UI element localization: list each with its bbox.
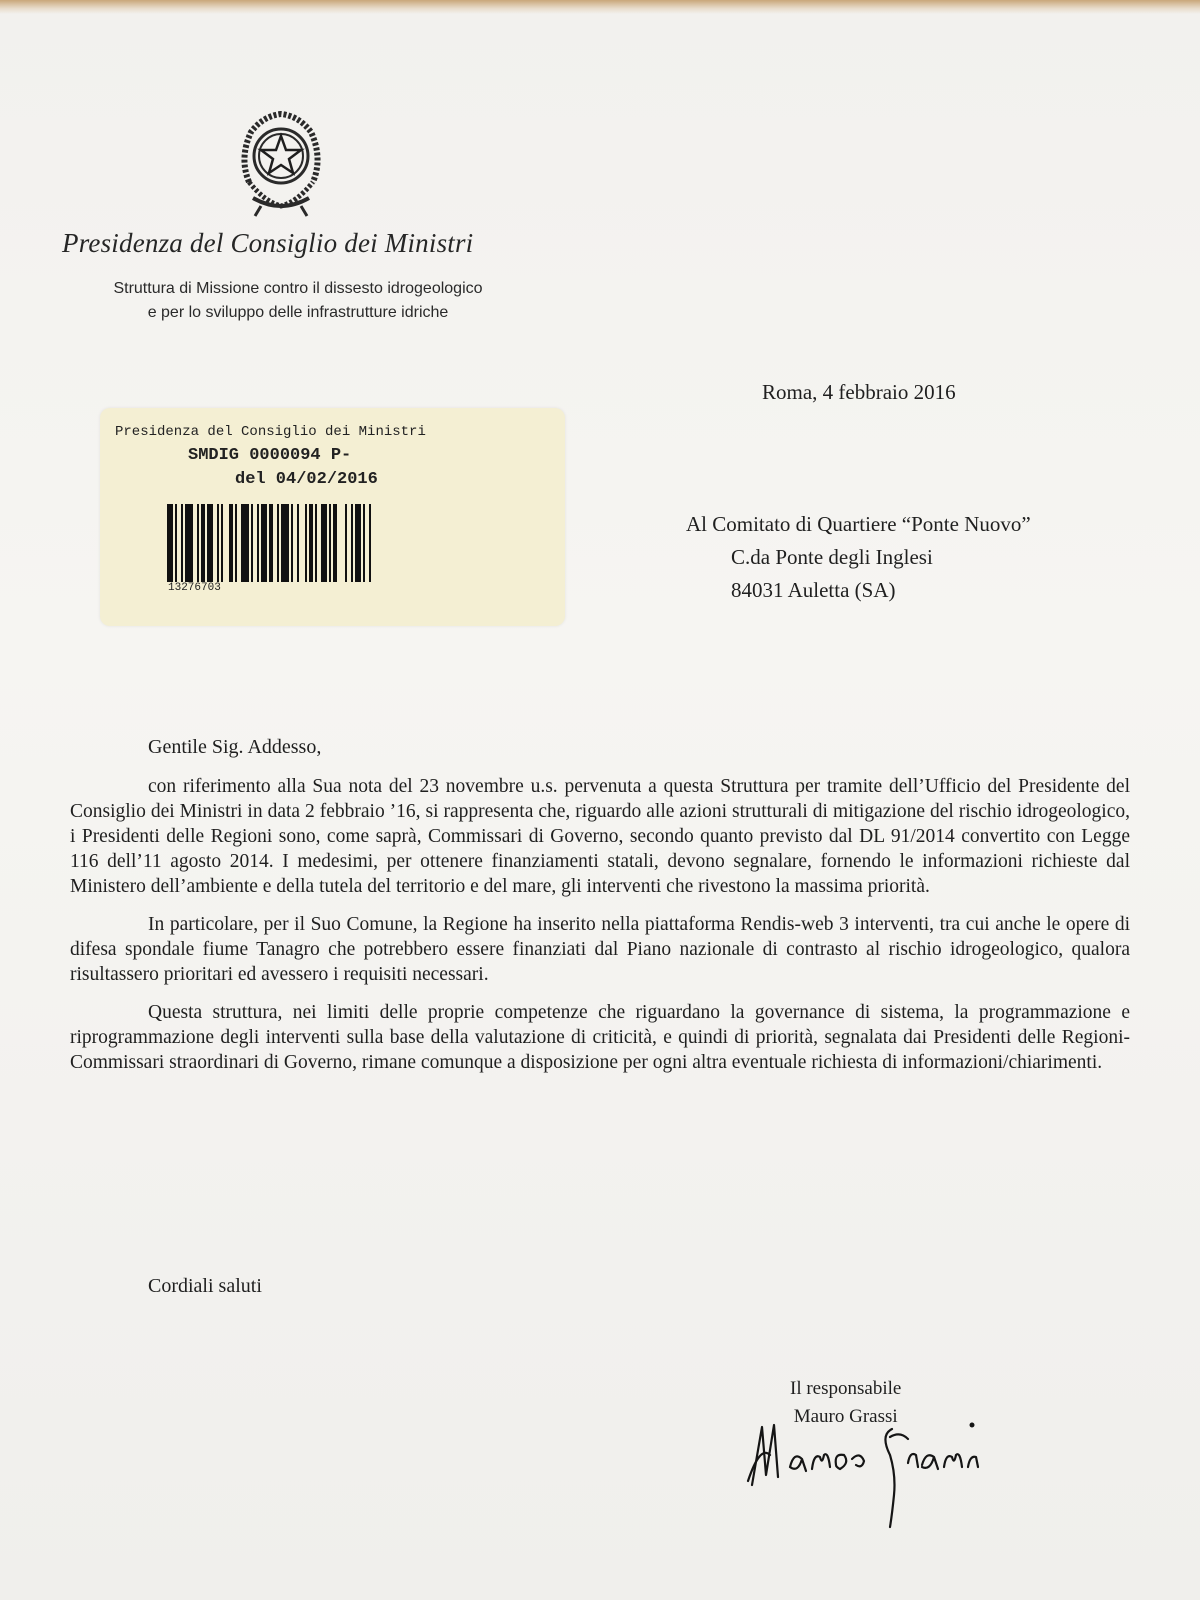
body-paragraph: In particolare, per il Suo Comune, la Regione ha inserito nella piattaforma Rendis-web 3 interventi, tra cui anche le opere di difesa spondale fiume Tanagro che potrebbero essere finanziati dal Piano nazionale di contrasto al rischio idrogeologico, qualora risultassero prioritari ed avessero i requisiti necessari. [70,914,1130,985]
recipient-line: 84031 Auletta (SA) [731,578,896,602]
body-paragraph: Questa struttura, nei limiti delle proprie competenze che riguardano la governance di sistema, la programmazione e riprogrammazione degli interventi sulla base della valutazione di criticità, e quindi di priorità, segnalata dai Presidenti delle Regioni-Commissari straordinari di Governo, rimane comunque a disposizione per ogni altra eventuale richiesta di informazioni/chiarimenti. [70,1002,1130,1073]
recipient-line: C.da Ponte degli Inglesi [731,545,933,569]
protocol-label [100,408,565,626]
signatory-role: Il responsabile [790,1378,902,1399]
department-line: Struttura di Missione contro il dissesto idrogeologico [113,280,483,297]
protocol-date: del 04/02/2016 [235,470,378,489]
body-paragraph: con riferimento alla Sua nota del 23 novembre u.s. pervenuta a questa Struttura per tramite dell’Ufficio del Presidente del Consiglio dei Ministri in data 2 febbraio ’16, si rappresenta che, riguardo alle azioni strutturali di mitigazione del rischio idrogeologico, i Presidenti delle Regioni sono, come saprà, Commissari di Governo, secondo quanto previsto dal DL 91/2014 convertito con Legge 116 dell’11 agosto 2014. I medesimi, per ottenere finanziamenti statali, devono segnalare, fornendo le informazioni richieste dal Ministero dell’ambiente e della tutela del territorio e del mare, gli interventi che rivestono la massima priorità. [70,776,1130,897]
protocol-code: SMDIG 0000094 P- [188,446,352,465]
department-name [58,277,538,325]
letter-body [70,774,1130,1088]
protocol-office: Presidenza del Consiglio dei Ministri [115,424,426,440]
recipient-address [686,508,1031,607]
barcode [165,504,505,584]
department-line: e per lo sviluppo delle infrastrutture idriche [147,304,449,321]
closing: Cordiali saluti [148,1275,262,1297]
italian-republic-emblem-icon [235,110,327,220]
recipient-line: Al Comitato di Quartiere “Ponte Nuovo” [686,512,1031,536]
salutation: Gentile Sig. Addesso, [148,736,322,758]
letter-date: Roma, 4 febbraio 2016 [762,380,956,404]
signatory-name: Mauro Grassi [793,1406,898,1427]
handwritten-signature [740,1415,1000,1530]
institution-name: Presidenza del Consiglio dei Ministri [62,228,474,258]
paper-edge [0,0,1200,14]
barcode-number: 13276703 [168,582,221,594]
